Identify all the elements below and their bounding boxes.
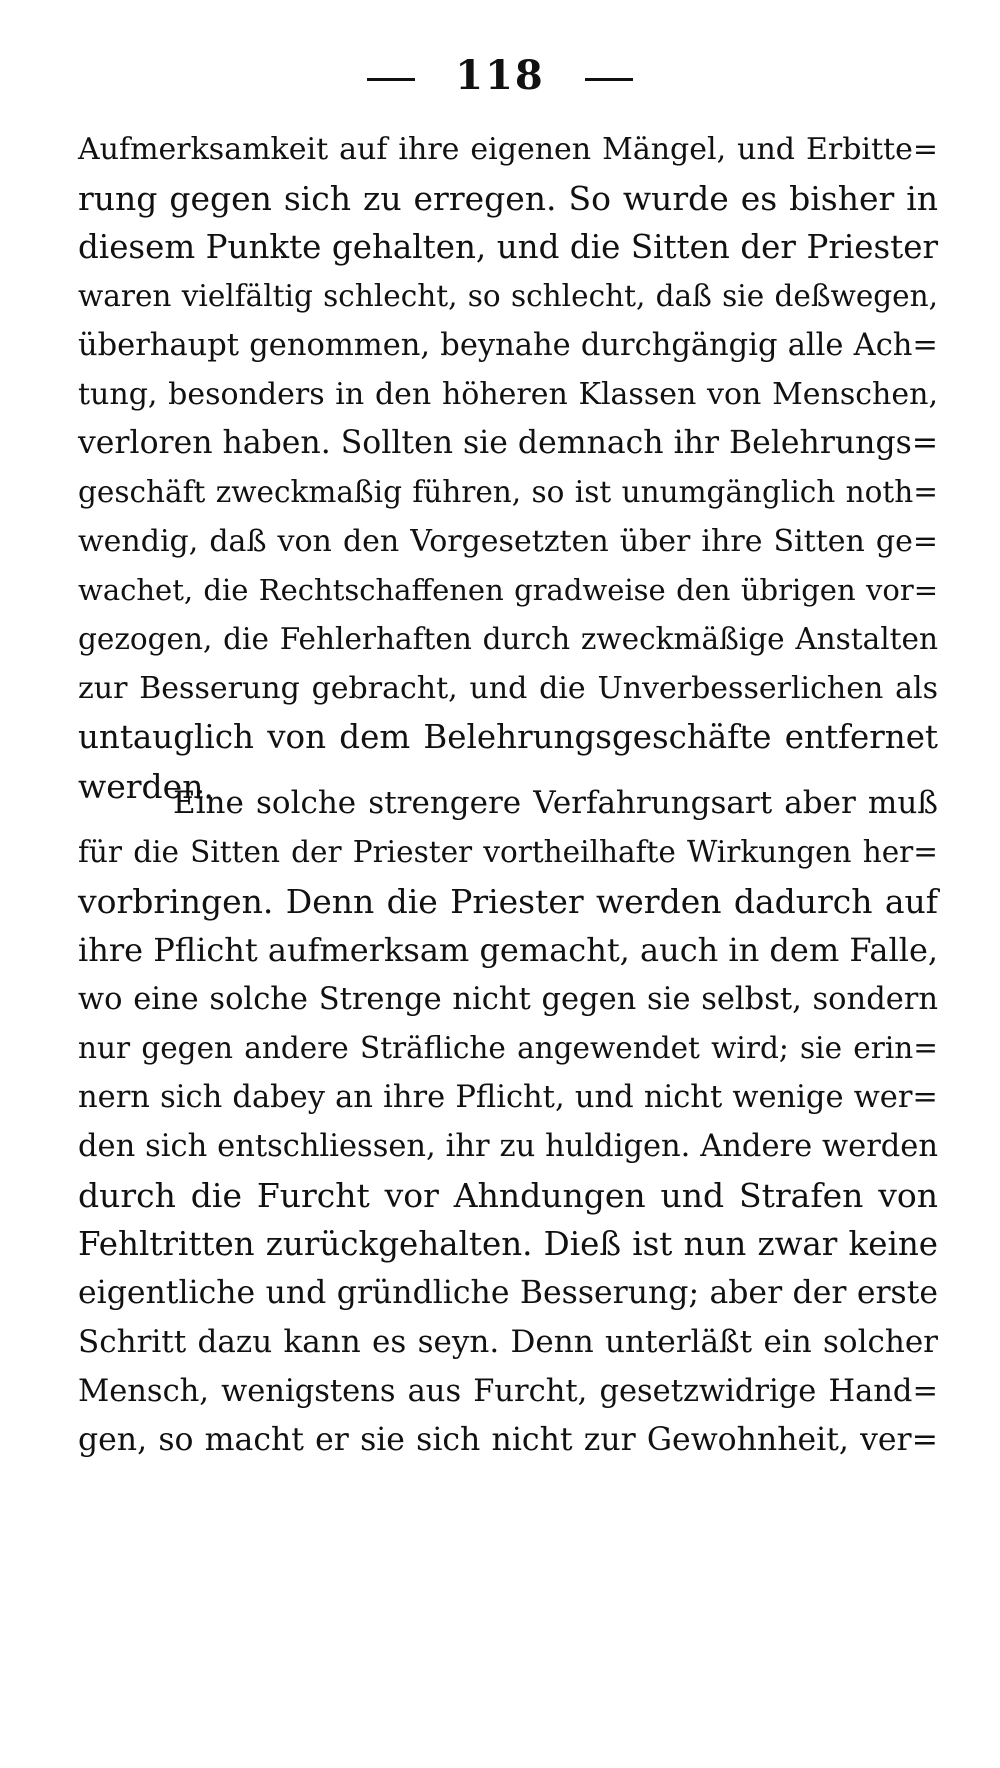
text-line: vorbringen. Denn die Priester werden dadurch auf	[78, 882, 938, 921]
text-line: gezogen, die Fehlerhaften durch zweckmäßige Anstalten	[78, 622, 938, 656]
text-line: waren vielfältig schlecht, so schlecht, daß sie deßwegen,	[78, 279, 938, 313]
text-line: untauglich von dem Belehrungsgeschäfte entfernet	[78, 718, 938, 756]
text-line: den sich entschliessen, ihr zu huldigen. Andere werden	[78, 1129, 938, 1164]
page-header	[0, 52, 1000, 99]
text-line: diesem Punkte gehalten, und die Sitten der Priester	[78, 228, 938, 266]
text-line: nern sich dabey an ihre Pflicht, und nicht wenige wer=	[78, 1080, 938, 1115]
text-line: eigentliche und gründliche Besserung; aber der erste	[78, 1275, 938, 1311]
text-line: durch die Furcht vor Ahndungen und Strafen von	[78, 1176, 938, 1215]
text-line: Eine solche strengere Verfahrungsart aber muß	[173, 785, 938, 821]
header-dash-left	[367, 78, 415, 81]
text-line: Fehltritten zurückgehalten. Dieß ist nun zwar keine	[78, 1225, 938, 1263]
text-line: Mensch, wenigstens aus Furcht, gesetzwidrige Hand=	[78, 1374, 938, 1409]
text-line: Schritt dazu kann es seyn. Denn unterläßt ein solcher	[78, 1324, 938, 1360]
page-number: 118	[455, 52, 545, 99]
text-line: geschäft zweckmaßig führen, so ist unumgänglich noth=	[78, 475, 938, 509]
paragraph-2	[78, 779, 938, 1465]
text-line: werden.	[78, 767, 214, 806]
text-line: zur Besserung gebracht, und die Unverbesserlichen als	[78, 671, 938, 706]
text-line: tung, besonders in den höheren Klassen von Menschen,	[78, 377, 938, 412]
text-line: für die Sitten der Priester vortheilhafte Wirkungen her=	[78, 835, 938, 869]
text-line: wo eine solche Strenge nicht gegen sie selbst, sondern	[78, 982, 938, 1017]
text-line: verloren haben. Sollten sie demnach ihr Belehrungs=	[78, 425, 939, 461]
paragraph-1	[78, 125, 938, 811]
header-dash-right	[585, 78, 633, 81]
text-line: Aufmerksamkeit auf ihre eigenen Mängel, und Erbitte=	[78, 132, 938, 167]
text-line: wachet, die Rechtschaffenen gradweise den übrigen vor=	[78, 573, 938, 607]
text-line: ihre Pflicht aufmerksam gemacht, auch in dem Falle,	[78, 931, 939, 969]
text-line: rung gegen sich zu erregen. So wurde es bisher in	[78, 179, 938, 218]
text-line: nur gegen andere Sträfliche angewendet wird; sie erin=	[78, 1031, 938, 1065]
text-line: überhaupt genommen, beynahe durchgängig alle Ach=	[78, 328, 938, 363]
text-line: wendig, daß von den Vorgesetzten über ihre Sitten ge=	[78, 524, 938, 559]
text-line: gen, so macht er sie sich nicht zur Gewohnheit, ver=	[78, 1422, 938, 1458]
